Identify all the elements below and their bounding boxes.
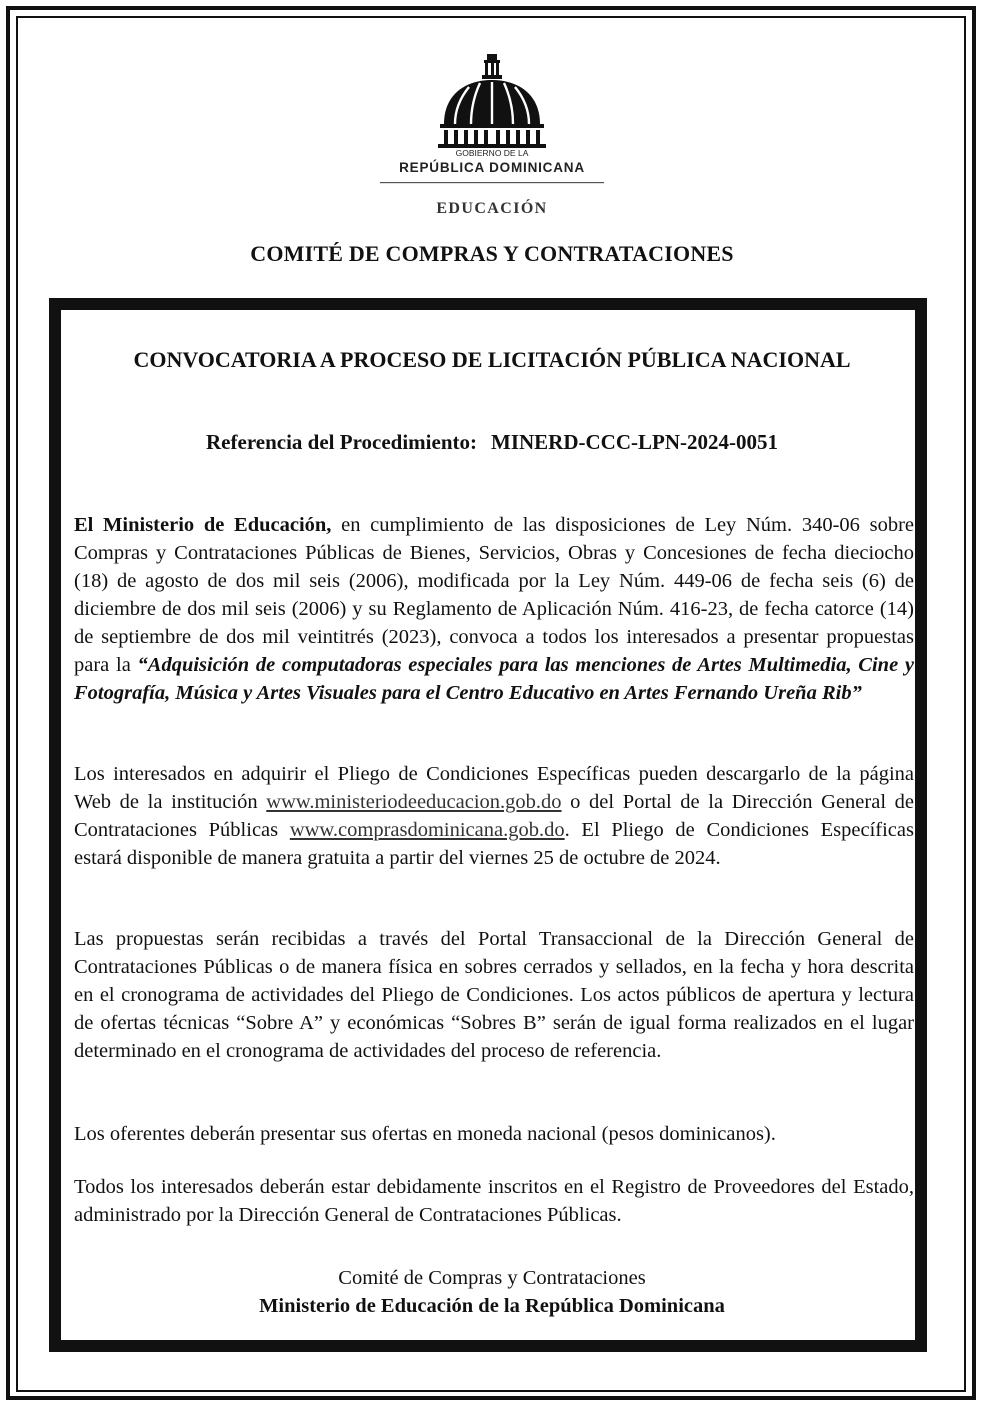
signature-ministry: Ministerio de Educación de la República Dominicana <box>259 1295 725 1317</box>
procedure-reference <box>0 430 984 455</box>
signature-committee: Comité de Compras y Contrataciones <box>338 1267 646 1289</box>
paragraph-currency: Los oferentes deberán presentar sus ofertas en moneda nacional (pesos dominicanos). <box>74 1123 776 1145</box>
project-title: “Adquisición de computadoras especiales para las menciones de Artes Multimedia, Cine y Fotografía, Música y Artes Visuales para el Centro Educativo en Artes Fernando Ureña Rib” <box>74 654 914 704</box>
paragraph-download-text-b: o del Portal de la Dirección General de Contrataciones Públicas <box>74 791 914 841</box>
compras-website-link[interactable]: www.comprasdominicana.gob.do <box>289 819 565 841</box>
ministry-website-link[interactable]: www.ministeriodeeducacion.gob.do <box>266 791 562 813</box>
paragraph-registry: Todos los interesados deberán estar debidamente inscritos en el Registro de Proveedores del Estado, administrado por la Dirección General de Contrataciones Públicas. <box>74 1176 914 1226</box>
paragraph-intro <box>74 511 914 707</box>
reference-code: MINERD-CCC-LPN-2024-0051 <box>491 430 778 454</box>
government-logo <box>374 46 610 222</box>
paragraph-proposals: Las propuestas serán recibidas a través del Portal Transaccional de la Dirección General de Contrataciones Públicas o de manera física en sobres cerrados y sellados, en la fecha y hora descrita en el cronograma de actividades del Pliego de Condiciones. Los actos públicos de apertura y lectura de ofertas técnicas “Sobre A” y económicas “Sobres B” serán de igual forma realizados en el lugar determinado en el cronograma de actividades del proceso de referencia. <box>74 928 914 1062</box>
paragraph-download-text-a: Los interesados en adquirir el Pliego de Condiciones Específicas pueden descargarlo de la página Web de la institución <box>74 763 914 813</box>
committee-title: COMITÉ DE COMPRAS Y CONTRATACIONES <box>250 241 734 266</box>
logo-line3: EDUCACIÓN <box>436 200 548 217</box>
reference-label: Referencia del Procedimiento: <box>206 430 477 454</box>
ministry-name: El Ministerio de Educación, <box>74 514 332 536</box>
logo-line1: GOBIERNO DE LA <box>455 148 529 158</box>
paragraph-intro-text: en cumplimiento de las disposiciones de Ley Núm. 340-06 sobre Compras y Contrataciones Públicas de Bienes, Servicios, Obras y Concesiones de fecha dieciocho (18) de agosto de dos mil seis (2006), modificada por la Ley Núm. 449-06 de fecha seis (6) de diciembre de dos mil seis (2006) y su Reglamento de Aplicación Núm. 416-23, de fecha catorce (14) de septiembre de dos mil veintitrés (2023), convoca a todos los interesados a presentar propuestas para la <box>74 514 914 676</box>
paragraph-download <box>74 760 914 872</box>
logo-line2: REPÚBLICA DOMINICANA <box>399 160 585 175</box>
notice-title: CONVOCATORIA A PROCESO DE LICITACIÓN PÚBLICA NACIONAL <box>133 347 851 372</box>
paragraph-download-text-c: . El Pliego de Condiciones Específicas estará disponible de manera gratuita a partir del viernes 25 de octubre de 2024. <box>74 819 914 869</box>
